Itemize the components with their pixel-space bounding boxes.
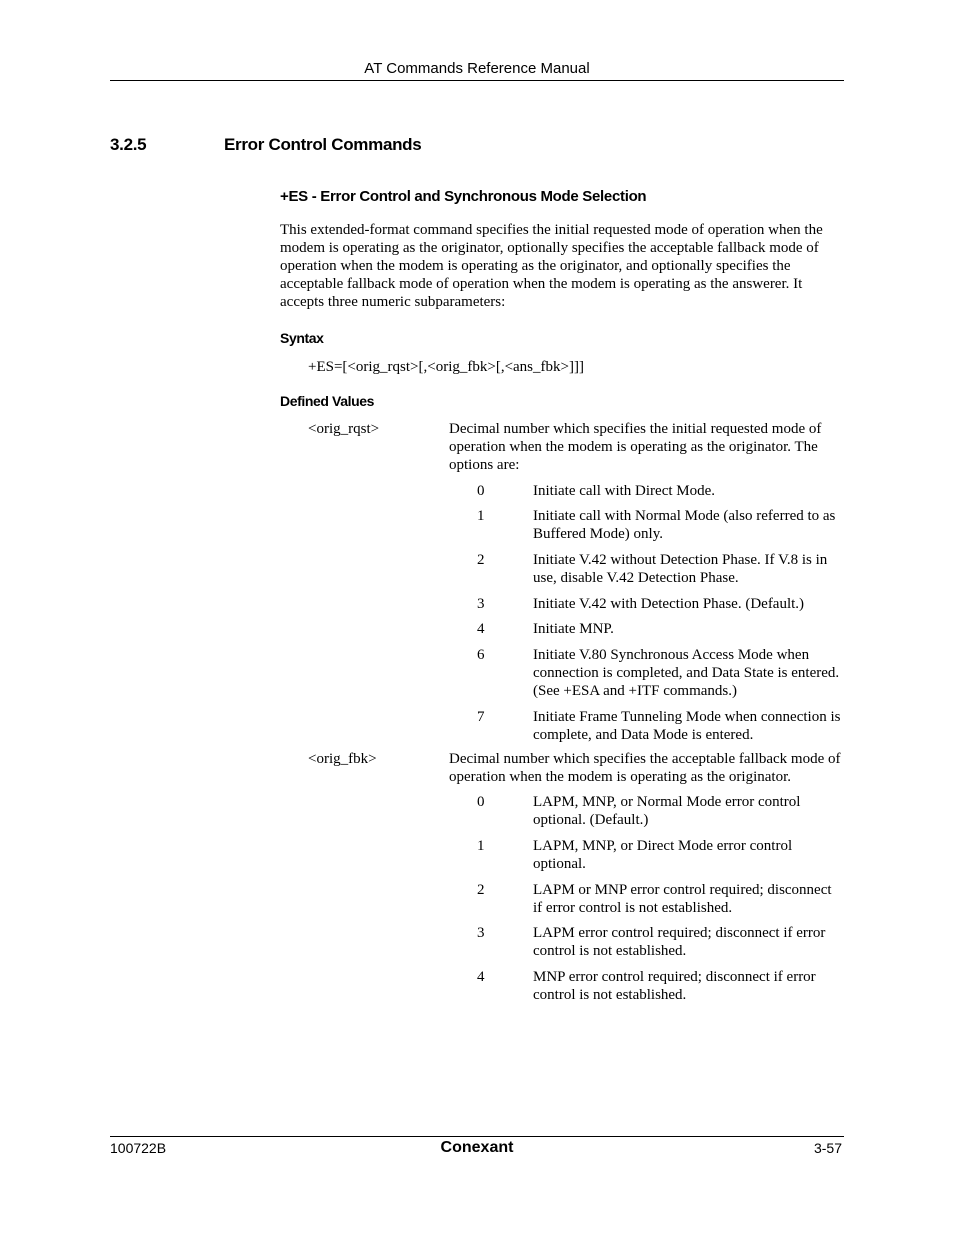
footer-rule bbox=[110, 1136, 844, 1137]
option-description: Initiate V.42 without Detection Phase. If V.8 is in use, disable V.42 Detection Phase. bbox=[533, 552, 828, 586]
param-name: <orig_fbk> bbox=[308, 751, 377, 767]
option-value: 0 bbox=[477, 483, 485, 499]
command-title: +ES - Error Control and Synchronous Mode Selection bbox=[280, 188, 647, 205]
option-value: 0 bbox=[477, 794, 485, 810]
option-description: Initiate V.42 with Detection Phase. (Default.) bbox=[533, 596, 805, 612]
option-description: LAPM or MNP error control required; disconnect if error control is not established. bbox=[533, 882, 832, 916]
command-intro: This extended-format command specifies the initial requested mode of operation when the modem is operating as the originator, optionally specifies the acceptable fallback mode of operation when the modem is operating as the originator, and optionally specifies the acceptable fallback mode of operation when the modem is operating as the answerer. It accepts three numeric subparameters: bbox=[280, 222, 823, 310]
syntax-line: +ES=[<orig_rqst>[,<orig_fbk>[,<ans_fbk>]]] bbox=[308, 359, 584, 375]
option-description: Initiate V.80 Synchronous Access Mode when connection is completed, and Data State is entered. (See +ESA and +ITF commands.) bbox=[533, 647, 840, 699]
option-description: Initiate call with Direct Mode. bbox=[533, 483, 716, 499]
option-value: 2 bbox=[477, 552, 485, 568]
running-header: AT Commands Reference Manual bbox=[364, 60, 590, 77]
option-value: 4 bbox=[477, 621, 485, 637]
option-value: 3 bbox=[477, 925, 485, 941]
option-description: Initiate Frame Tunneling Mode when connection is complete, and Data Mode is entered. bbox=[533, 709, 841, 743]
footer-company: Conexant bbox=[440, 1139, 514, 1156]
option-value: 7 bbox=[477, 709, 485, 725]
defined-values-heading: Defined Values bbox=[280, 393, 374, 409]
option-description: Initiate MNP. bbox=[533, 621, 614, 637]
section-number: 3.2.5 bbox=[110, 135, 147, 154]
option-value: 4 bbox=[477, 969, 485, 985]
param-description: Decimal number which specifies the acceptable fallback mode of operation when the modem is operating as the originator. bbox=[449, 751, 841, 785]
option-description: Initiate call with Normal Mode (also referred to as Buffered Mode) only. bbox=[533, 508, 836, 542]
footer-page-number: 3-57 bbox=[813, 1140, 842, 1156]
option-description: LAPM, MNP, or Direct Mode error control optional. bbox=[533, 838, 793, 872]
param-description: Decimal number which specifies the initial requested mode of operation when the modem is operating as the originator. The options are: bbox=[449, 421, 822, 473]
option-value: 1 bbox=[477, 508, 485, 524]
option-value: 2 bbox=[477, 882, 485, 898]
footer-doc-number: 100722B bbox=[110, 1140, 167, 1156]
option-description: LAPM, MNP, or Normal Mode error control optional. (Default.) bbox=[533, 794, 801, 828]
syntax-heading: Syntax bbox=[280, 330, 324, 346]
option-value: 6 bbox=[477, 647, 485, 663]
option-value: 1 bbox=[477, 838, 485, 854]
param-name: <orig_rqst> bbox=[308, 421, 380, 437]
header-rule bbox=[110, 80, 844, 81]
option-value: 3 bbox=[477, 596, 485, 612]
option-description: LAPM error control required; disconnect if error control is not established. bbox=[533, 925, 826, 959]
option-description: MNP error control required; disconnect if error control is not established. bbox=[533, 969, 816, 1003]
section-title: Error Control Commands bbox=[224, 135, 422, 154]
